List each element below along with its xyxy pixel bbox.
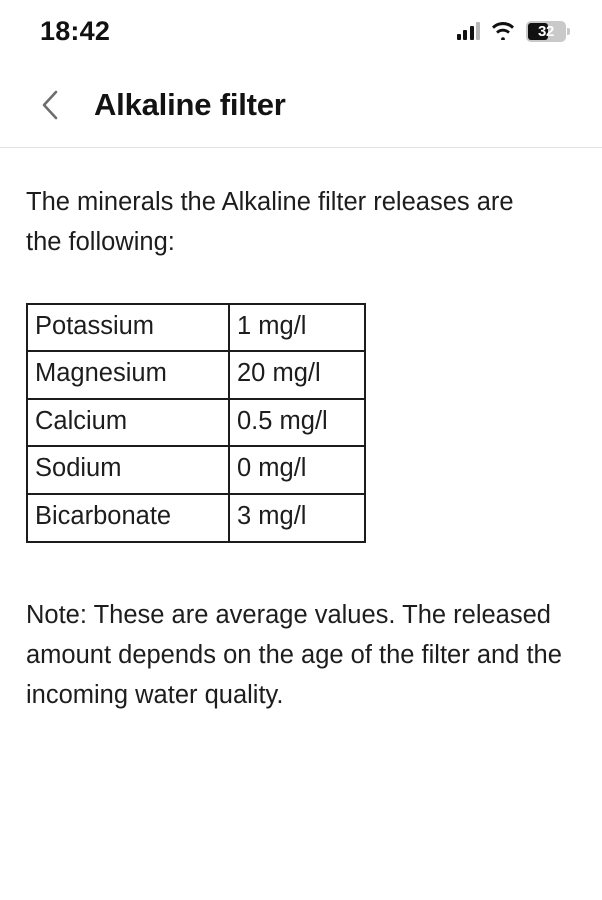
note-text: Note: These are average values. The released amount depends on the age of the filter and the incoming water quality.	[26, 600, 562, 710]
status-time: 18:42	[40, 15, 111, 46]
minerals-table-wrapper	[26, 303, 576, 543]
battery-percent: 32	[537, 22, 555, 40]
table-row	[27, 446, 365, 494]
back-button[interactable]	[24, 79, 76, 131]
mineral-value: 1 mg/l	[229, 304, 365, 352]
wifi-icon	[491, 22, 515, 40]
minerals-table	[26, 303, 366, 543]
mineral-name: Bicarbonate	[27, 494, 229, 542]
cellular-signal-icon	[457, 22, 481, 40]
navigation-bar	[0, 62, 602, 148]
intro-text: The minerals the Alkaline filter releases are the following:	[26, 188, 514, 257]
table-row	[27, 494, 365, 542]
mineral-value: 0 mg/l	[229, 446, 365, 494]
table-row	[27, 351, 365, 399]
content-area	[0, 148, 602, 715]
table-row	[27, 399, 365, 447]
mineral-value: 0.5 mg/l	[229, 399, 365, 447]
page-title: Alkaline filter	[94, 86, 286, 122]
mineral-value: 20 mg/l	[229, 351, 365, 399]
mineral-value: 3 mg/l	[229, 494, 365, 542]
chevron-left-icon	[41, 90, 59, 120]
mineral-name: Calcium	[27, 399, 229, 447]
mineral-name: Magnesium	[27, 351, 229, 399]
mineral-name: Sodium	[27, 446, 229, 494]
battery-icon	[526, 21, 566, 42]
status-bar	[0, 0, 602, 62]
mineral-name: Potassium	[27, 304, 229, 352]
table-row	[27, 304, 365, 352]
status-indicators	[457, 21, 567, 42]
